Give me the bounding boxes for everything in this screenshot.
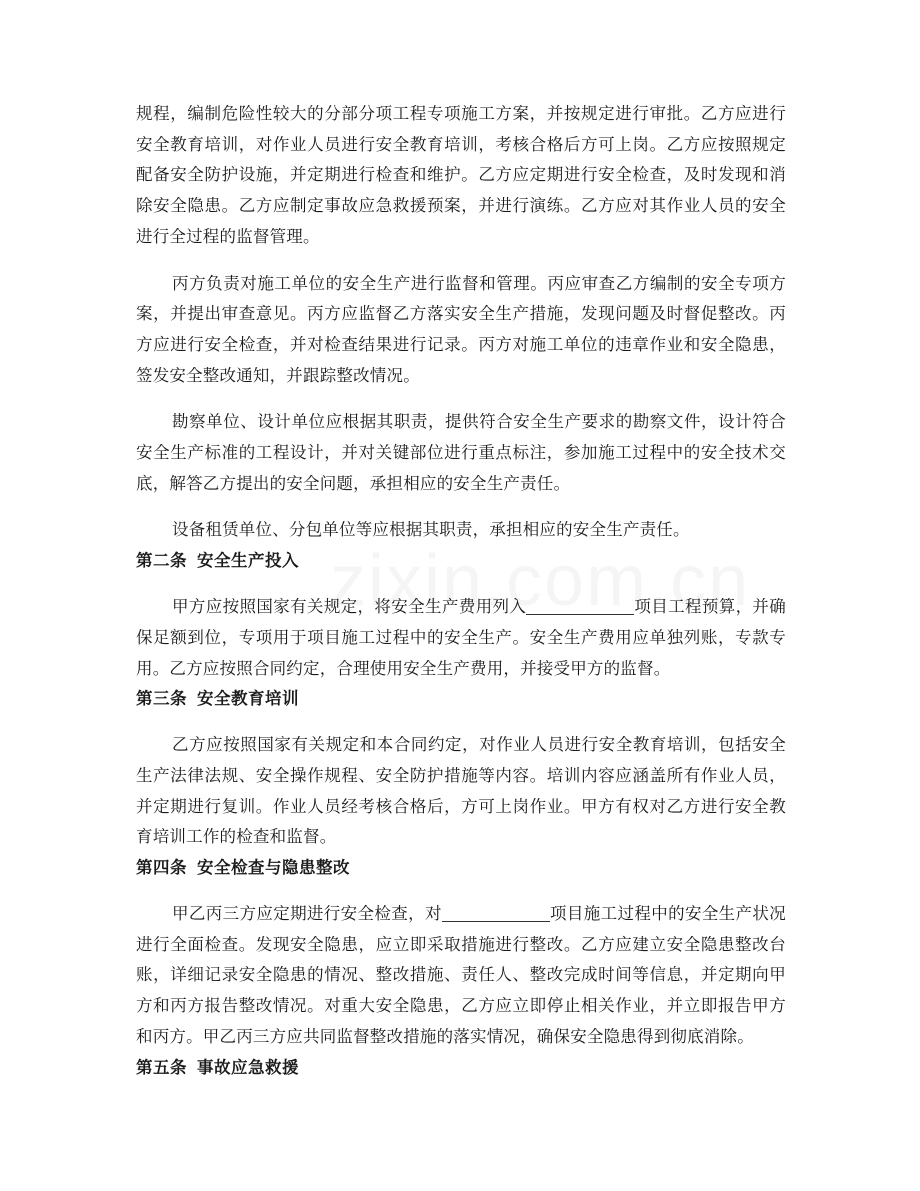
fill-in-blank-project-name[interactable] [526,596,634,615]
paragraph-survey-design-duties: 勘察单位、设计单位应根据其职责，提供符合安全生产要求的勘察文件，设计符合安全生产标准的工程设计，并对关键部位进行重点标注，参加施工过程中的安全技术交底，解答乙方提出的安全问题，承担相应的安全生产责任。 [136,412,786,493]
text-after-blank: 项目施工过程中的安全生产状况进行全面检查。发现安全隐患，应立即采取措施进行整改。乙方应建立安全隐患整改台账，详细记录安全隐患的情况、整改措施、责任人、整改完成时间等信息，并定期向甲方和丙方报告整改情况。对重大安全隐患，乙方应立即停止相关作业，并立即报告甲方和丙方。甲乙丙三方应共同监督整改措施的落实情况，确保安全隐患得到彻底消除。 [136,904,786,1046]
article-number: 第三条 [136,689,187,709]
paragraph-party-b-duties: 规程，编制危险性较大的分部分项工程专项施工方案，并按规定进行审批。乙方应进行安全教育培训，对作业人员进行安全教育培训，考核合格后方可上岗。乙方应按照规定配备安全防护设施，并定期进行检查和维护。乙方应定期进行安全检查，及时发现和消除安全隐患。乙方应制定事故应急救援预案，并进行演练。乙方应对其作业人员的安全进行全过程的监督管理。 [136,104,786,246]
paragraph-safety-training: 乙方应按照国家有关规定和本合同约定，对作业人员进行安全教育培训，包括安全生产法律法规、安全操作规程、安全防护措施等内容。培训内容应涵盖所有作业人员，并定期进行复训。作业人员经考核合格后，方可上岗作业。甲方有权对乙方进行安全教育培训工作的检查和监督。 [136,735,786,847]
article-title: 安全生产投入 [197,551,299,571]
article-title: 安全检查与隐患整改 [197,858,350,878]
article-title: 事故应急救援 [197,1057,299,1077]
section-heading-article-5 [136,1053,786,1083]
document-body [136,99,786,1083]
fill-in-blank-project-name[interactable] [442,903,550,922]
article-number: 第二条 [136,551,187,571]
paragraph-safety-investment [136,592,786,684]
paragraph-safety-inspection [136,899,786,1053]
text-before-blank: 甲乙丙三方应定期进行安全检查，对 [172,904,442,924]
article-number: 第四条 [136,858,187,878]
section-heading-article-2 [136,546,786,576]
article-title: 安全教育培训 [197,689,299,709]
article-number: 第五条 [136,1057,187,1077]
paragraph-party-c-duties: 丙方负责对施工单位的安全生产进行监督和管理。丙应审查乙方编制的安全专项方案，并提出审查意见。丙方应监督乙方落实安全生产措施，发现问题及时督促整改。丙方应进行安全检查，并对检查结果进行记录。丙方对施工单位的违章作业和安全隐患，签发安全整改通知，并跟踪整改情况。 [136,273,786,385]
paragraph-lessor-subcontractor-duties: 设备租赁单位、分包单位等应根据其职责，承担相应的安全生产责任。 [172,520,690,540]
section-heading-article-4 [136,853,786,883]
section-heading-article-3 [136,684,786,714]
text-before-blank: 甲方应按照国家有关规定，将安全生产费用列入 [172,597,527,617]
text-after-blank: 项目工程预算，并确保足额到位，专项用于项目施工过程中的安全生产。安全生产费用应单独列账，专款专用。乙方应按照合同约定，合理使用安全生产费用，并接受甲方的监督。 [136,597,786,678]
